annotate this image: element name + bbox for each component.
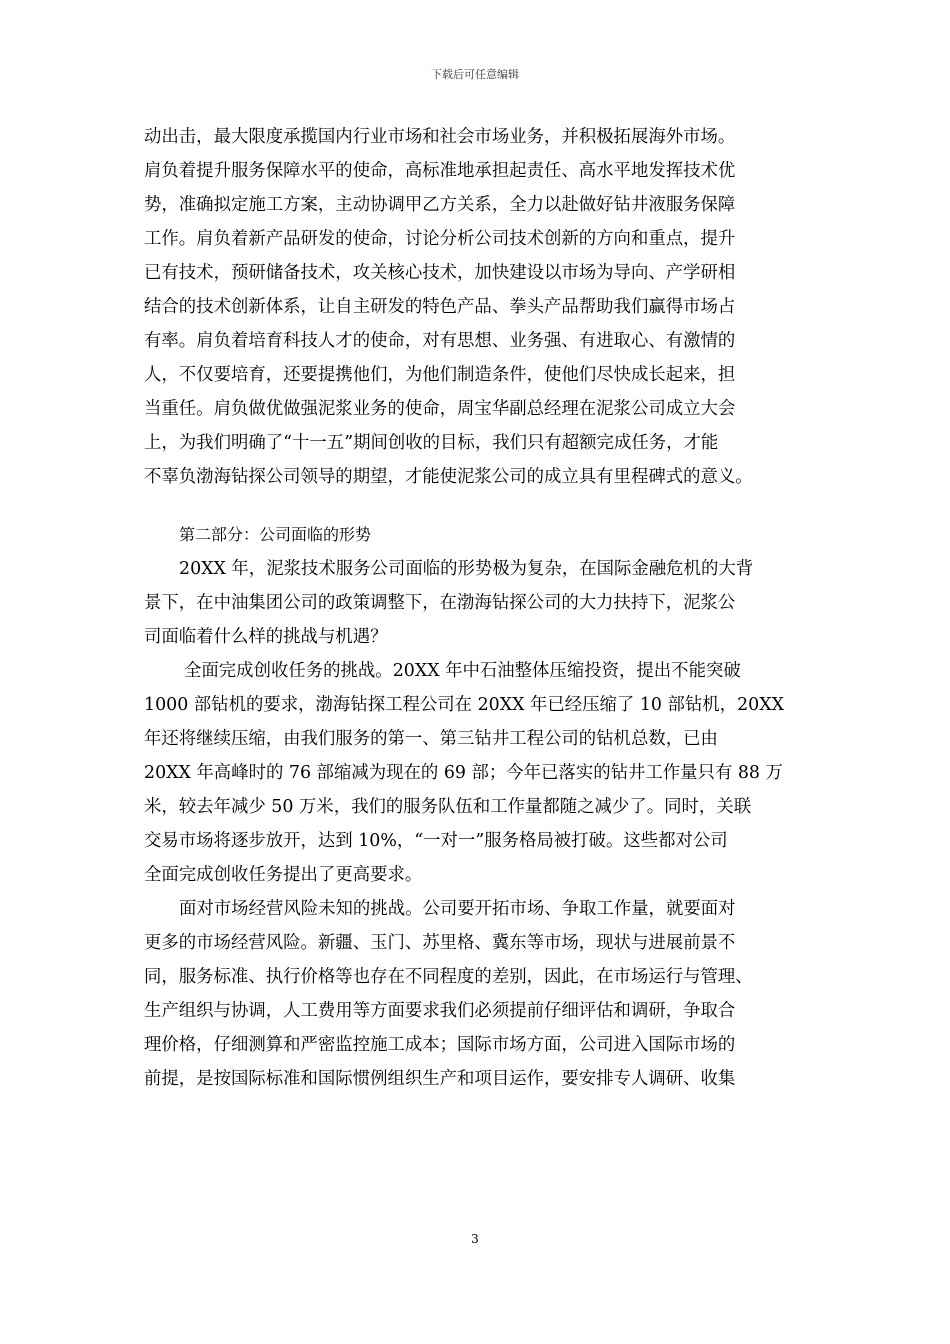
document-body	[144, 120, 806, 1096]
text-line: 生产组织与协调，人工费用等方面要求我们必须提前仔细评估和调研，争取合	[144, 1001, 736, 1021]
text-line: 肩负着提升服务保障水平的使命，高标准地承担起责任、高水平地发挥技术优	[144, 161, 736, 181]
text-line: 不辜负渤海钻探公司领导的期望，才能使泥浆公司的成立具有里程碑式的意义。	[144, 467, 753, 487]
text-line: 人，不仅要培育，还要提携他们，为他们制造条件，使他们尽快成长起来，担	[144, 365, 736, 385]
paragraph-1	[144, 120, 806, 494]
text-line: 势，准确拟定施工方案，主动协调甲乙方关系，全力以赴做好钻井液服务保障	[144, 195, 736, 215]
text-line: 全面完成创收任务提出了更高要求。	[144, 865, 423, 885]
paragraph-spacer	[144, 494, 806, 518]
text-line: 20XX 年高峰时的 76 部缩减为现在的 69 部；今年已落实的钻井工作量只有 88 万	[144, 763, 783, 783]
text-line: 米，较去年减少 50 万米，我们的服务队伍和工作量都随之减少了。同时，关联	[144, 797, 752, 817]
text-line: 工作。肩负着新产品研发的使命，讨论分析公司技术创新的方向和重点，提升	[144, 229, 736, 249]
text-line: 动出击，最大限度承揽国内行业市场和社会市场业务，并积极拓展海外市场。	[144, 127, 736, 147]
text-line: 年还将继续压缩，由我们服务的第一、第三钻井工程公司的钻机总数，已由	[144, 729, 718, 749]
text-line: 上，为我们明确了“十一五”期间创收的目标，我们只有超额完成任务，才能	[144, 433, 719, 453]
text-line: 同，服务标准、执行价格等也存在不同程度的差别，因此，在市场运行与管理、	[144, 967, 753, 987]
text-line: 司面临着什么样的挑战与机遇？	[144, 627, 388, 647]
text-line: 1000 部钻机的要求，渤海钻探工程公司在 20XX 年已经压缩了 10 部钻机，20XX	[144, 695, 784, 715]
text-line: 更多的市场经营风险。新疆、玉门、苏里格、冀东等市场，现状与进展前景不	[144, 933, 736, 953]
text-line: 交易市场将逐步放开，达到 10%，“一对一”服务格局被打破。这些都对公司	[144, 831, 728, 851]
text-line: 已有技术，预研储备技术，攻关核心技术，加快建设以市场为导向、产学研相	[144, 263, 736, 283]
text-line: 景下，在中油集团公司的政策调整下，在渤海钻探公司的大力扶持下，泥浆公	[144, 593, 736, 613]
text-line: 20XX 年，泥浆技术服务公司面临的形势极为复杂，在国际金融危机的大背	[179, 559, 754, 579]
text-line: 理价格，仔细测算和严密监控施工成本；国际市场方面，公司进入国际市场的	[144, 1035, 736, 1055]
paragraph-4	[144, 892, 806, 1096]
text-line: 当重任。肩负做优做强泥浆业务的使命，周宝华副总经理在泥浆公司成立大会	[144, 399, 736, 419]
text-line: 全面完成创收任务的挑战。20XX 年中石油整体压缩投资，提出不能突破	[184, 661, 741, 681]
text-line: 结合的技术创新体系，让自主研发的特色产品、拳头产品帮助我们赢得市场占	[144, 297, 736, 317]
paragraph-2	[144, 552, 806, 654]
page-number: 3	[471, 1232, 479, 1246]
text-line: 面对市场经营风险未知的挑战。公司要开拓市场、争取工作量，就要面对	[179, 899, 736, 919]
text-line: 前提，是按国际标准和国际惯例组织生产和项目运作，要安排专人调研、收集	[144, 1069, 736, 1089]
paragraph-3	[144, 654, 806, 892]
page-header: 下载后可任意编辑	[431, 68, 519, 81]
text-line: 有率。肩负着培育科技人才的使命，对有思想、业务强、有进取心、有激情的	[144, 331, 736, 351]
section-heading: 第二部分：公司面临的形势	[179, 525, 372, 544]
